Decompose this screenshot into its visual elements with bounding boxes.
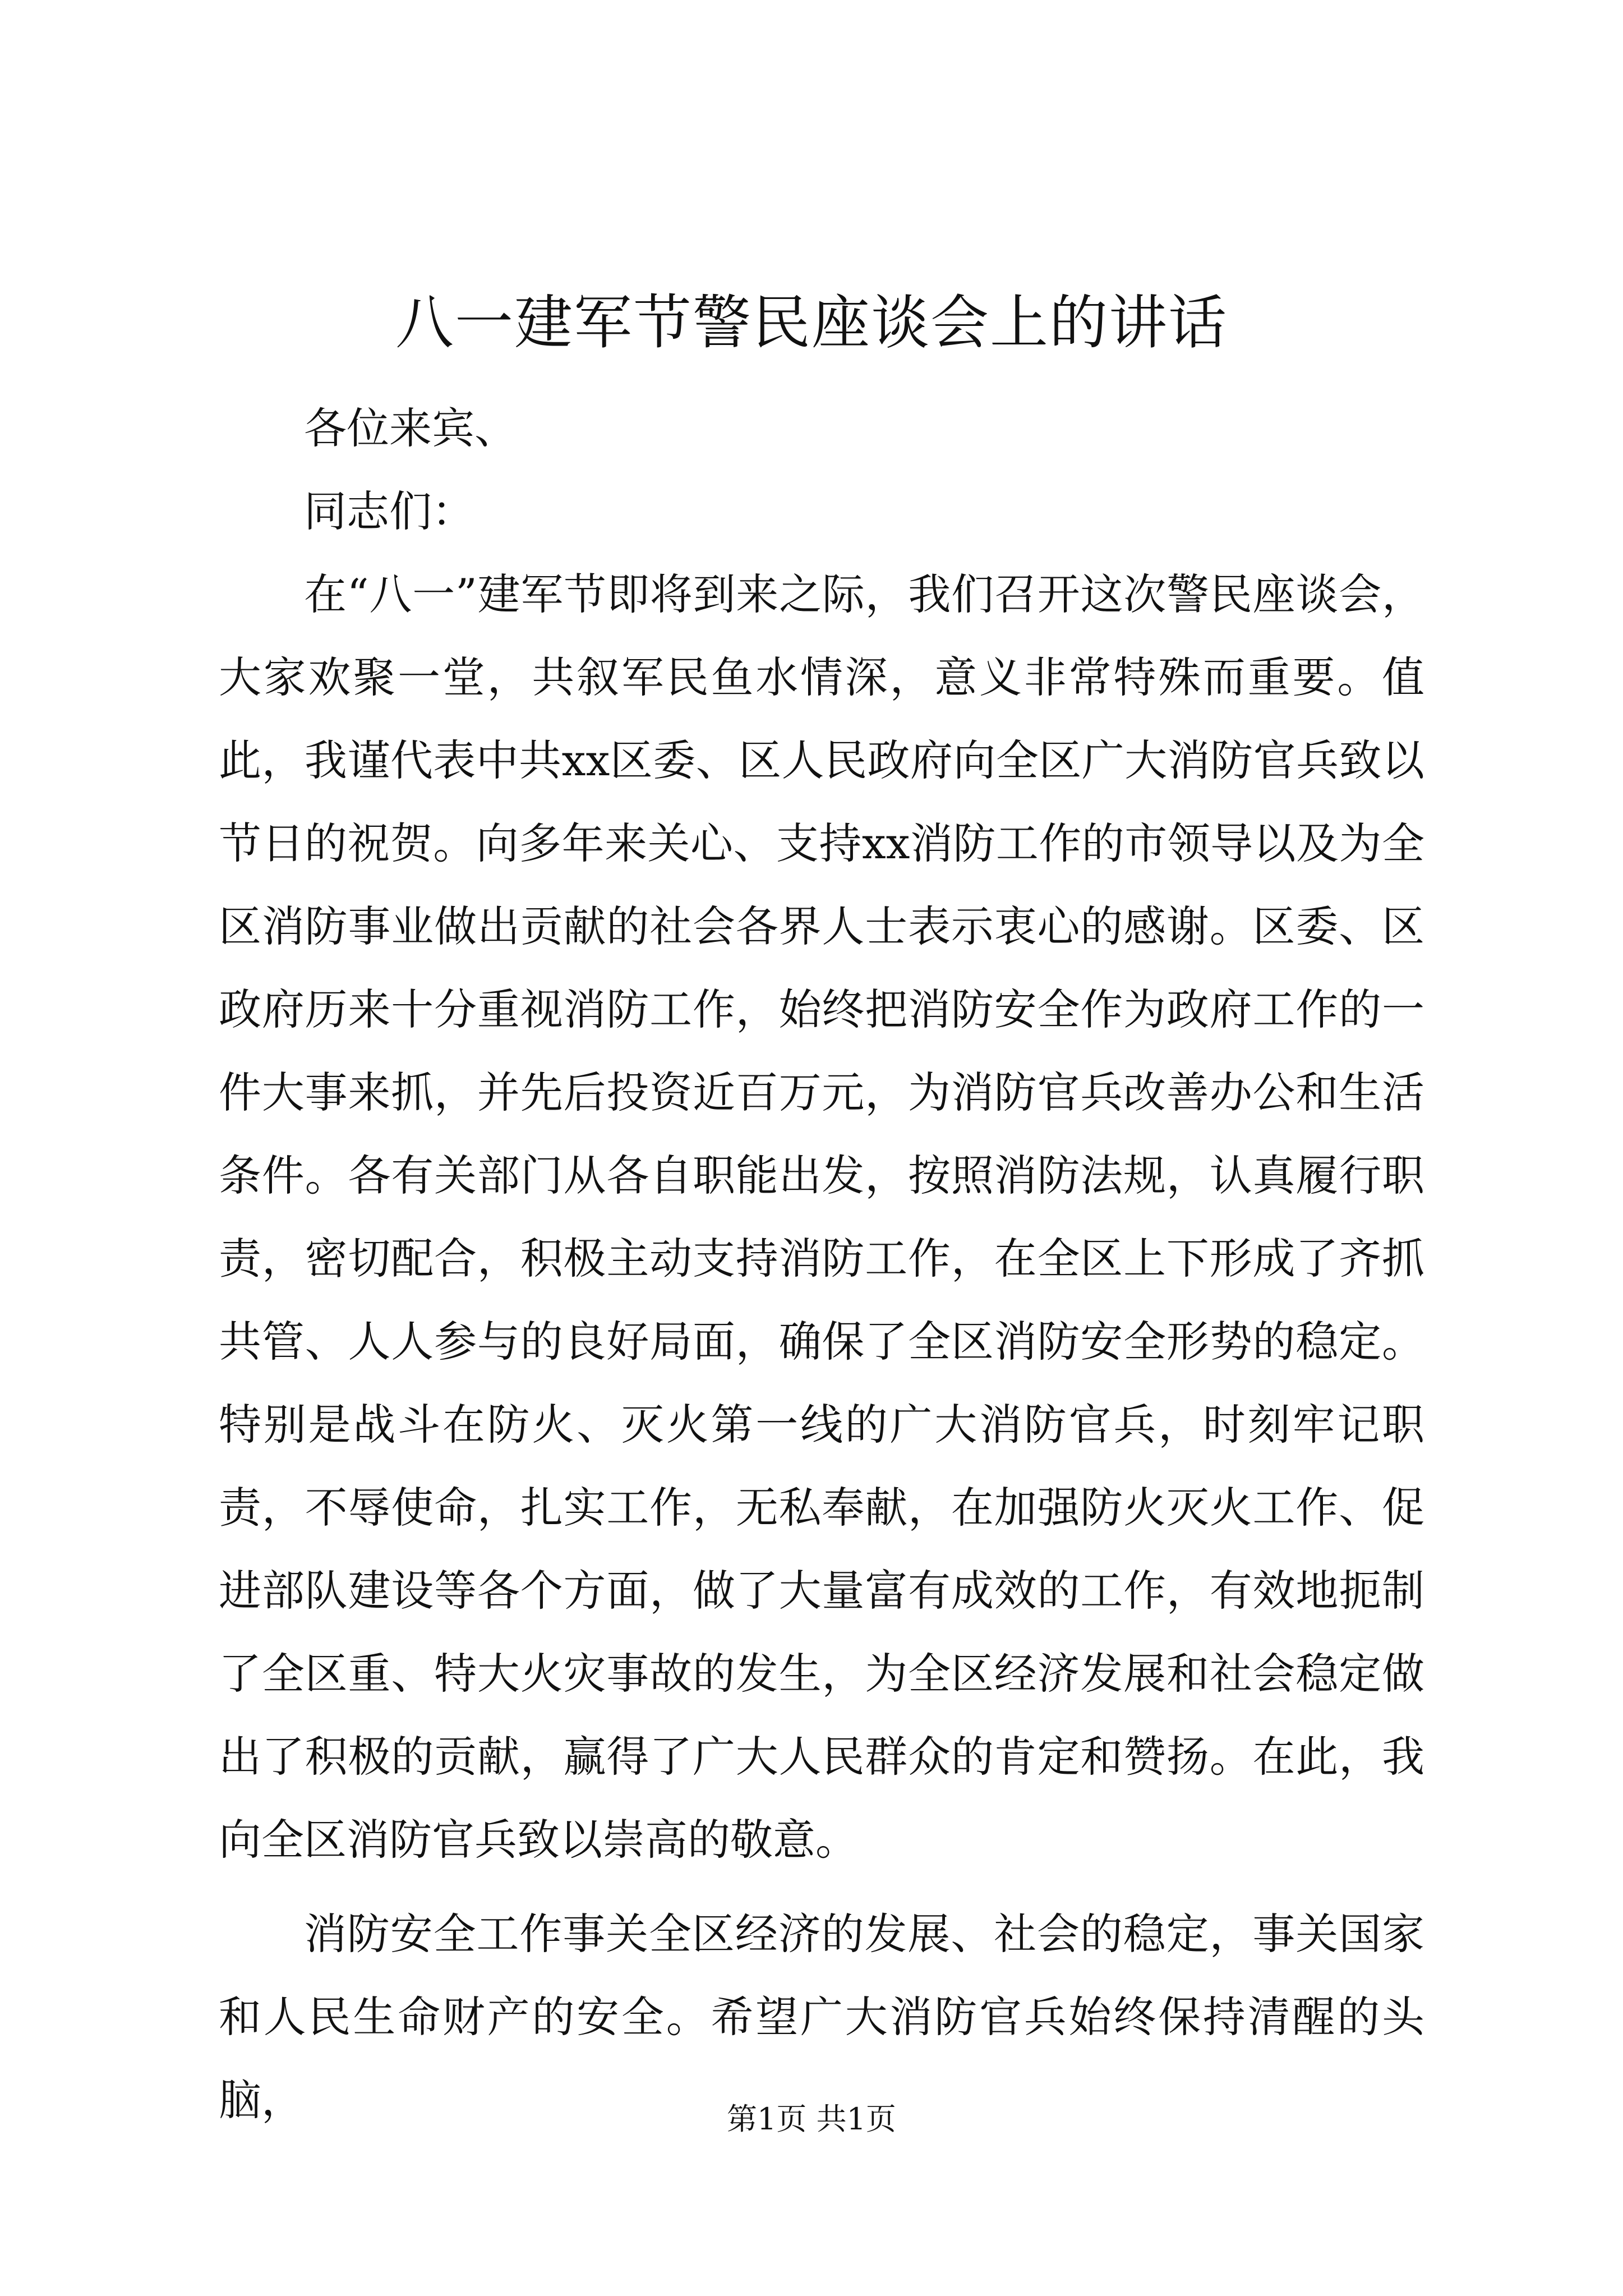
document-body [219,387,1424,2142]
paragraph-1: 在“八一”建军节即将到来之际，我们召开这次警民座谈会，大家欢聚一堂，共叙军民鱼水情深，意义非常特殊而重要。值此，我谨代表中共xx区委、区人民政府向全区广大消防官兵致以节日的祝贺。向多年来关心、支持xx消防工作的市领导以及为全区消防事业做出贡献的社会各界人士表示衷心的感谢。区委、区政府历来十分重视消防工作，始终把消防安全作为政府工作的一件大事来抓，并先后投资近百万元，为消防官兵改善办公和生活条件。各有关部门从各自职能出发，按照消防法规，认真履行职责，密切配合，积极主动支持消防工作，在全区上下形成了齐抓共管、人人参与的良好局面，确保了全区消防安全形势的稳定。特别是战斗在防火、灭火第一线的广大消防官兵，时刻牢记职责，不辱使命，扎实工作，无私奉献，在加强防火灭火工作、促进部队建设等各个方面，做了大量富有成效的工作，有效地扼制了全区重、特大火灾事故的发生，为全区经济发展和社会稳定做出了积极的贡献，赢得了广大人民群众的肯定和赞扬。在此，我向全区消防官兵致以崇高的敬意。 [219,569,1424,1865]
salutation-comrades: 同志们： [304,486,474,536]
document-title: 八一建军节警民座谈会上的讲话 [395,288,1228,357]
salutation-guests: 各位来宾、 [304,403,517,453]
page-footer: 第1页 共1页 [727,2101,896,2137]
paragraph-2: 消防安全工作事关全区经济的发展、社会的稳定，事关国家和人民生命财产的安全。希望广大消防官兵始终保持清醒的头脑， [219,1909,1424,2125]
